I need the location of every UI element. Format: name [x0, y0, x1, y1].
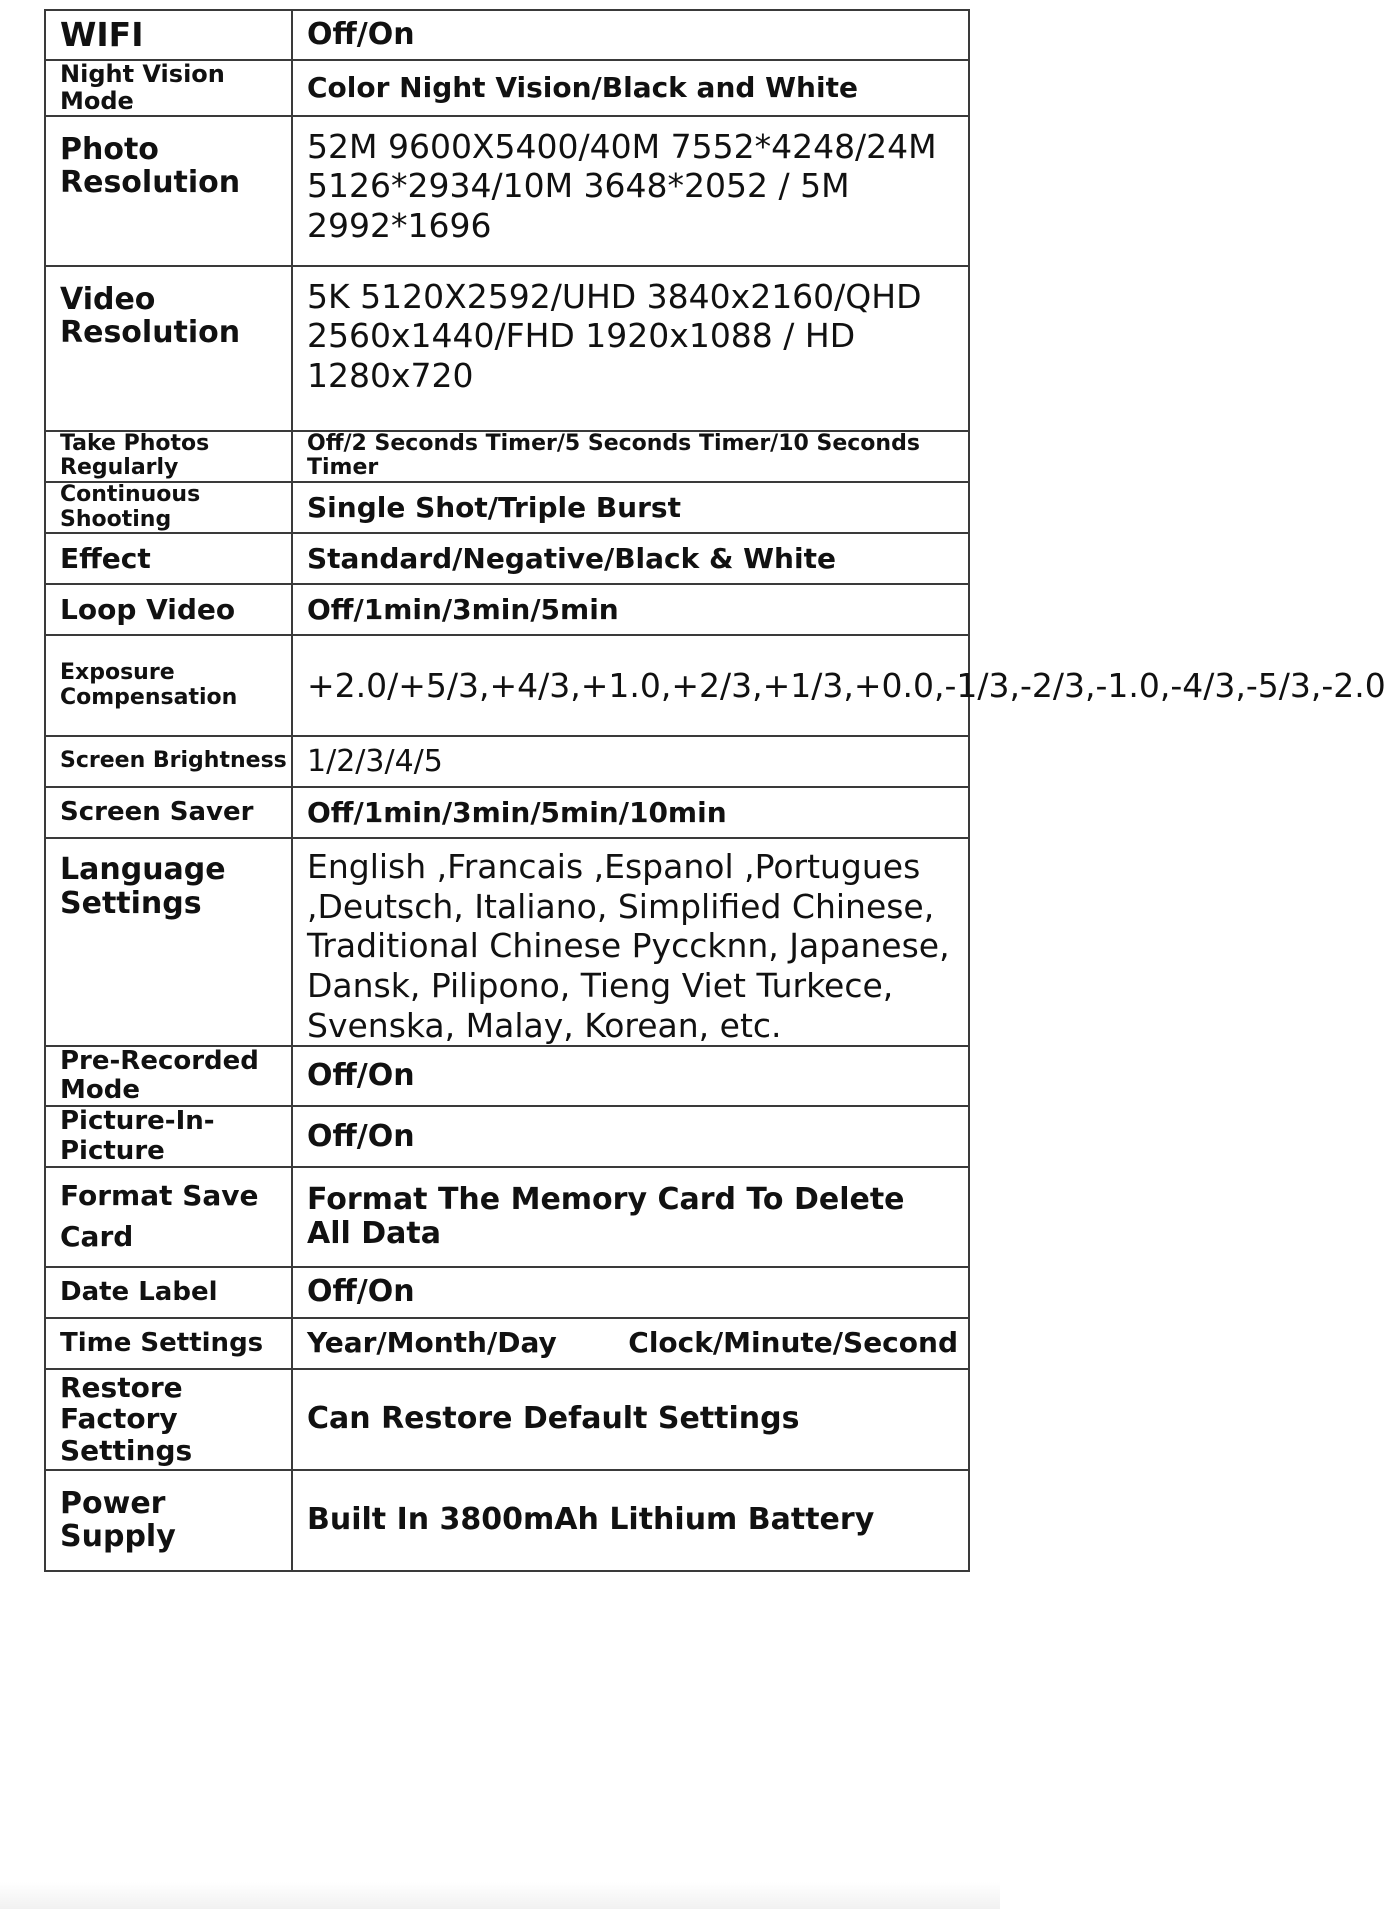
table-row — [45, 736, 969, 787]
row-value: Off/1min/3min/5min/10min — [292, 787, 969, 838]
table-row — [45, 482, 969, 533]
table-row — [45, 116, 969, 266]
row-label: Video Resolution — [45, 266, 292, 431]
row-label: Take Photos Regularly — [45, 431, 292, 482]
row-value: Color Night Vision/Black and White — [292, 60, 969, 116]
row-value: Single Shot/Triple Burst — [292, 482, 969, 533]
table-row — [45, 838, 969, 1046]
table-row — [45, 431, 969, 482]
row-label: Pre-Recorded Mode — [45, 1046, 292, 1106]
row-label: Picture-In-Picture — [45, 1106, 292, 1166]
row-value: +2.0/+5/3,+4/3,+1.0,+2/3,+1/3,+0.0,-1/3,-2/3,-1.0,-4/3,-5/3,-2.0 — [292, 635, 969, 736]
table-row — [45, 533, 969, 584]
table-row — [45, 1267, 969, 1318]
table-row — [45, 787, 969, 838]
table-row — [45, 10, 969, 60]
time-settings-values — [307, 1326, 958, 1360]
row-label: WIFI — [45, 10, 292, 60]
table-row — [45, 1106, 969, 1166]
row-label: Screen Saver — [45, 787, 292, 838]
row-label: Continuous Shooting — [45, 482, 292, 533]
row-label: Screen Brightness — [45, 736, 292, 787]
table-row — [45, 1318, 969, 1369]
row-value: Off/2 Seconds Timer/5 Seconds Timer/10 Seconds Timer — [292, 431, 969, 482]
row-label: Language Settings — [45, 838, 292, 1046]
row-value: Off/On — [292, 10, 969, 60]
table-row — [45, 1470, 969, 1571]
table-row — [45, 266, 969, 431]
row-value: Built In 3800mAh Lithium Battery — [292, 1470, 969, 1571]
row-label: Exposure Compensation — [45, 635, 292, 736]
row-value: Off/On — [292, 1267, 969, 1318]
table-row — [45, 1167, 969, 1267]
table-row — [45, 60, 969, 116]
table-row — [45, 1046, 969, 1106]
row-value: Can Restore Default Settings — [292, 1369, 969, 1470]
row-value: Off/On — [292, 1106, 969, 1166]
row-label: Effect — [45, 533, 292, 584]
row-value: Format The Memory Card To Delete All Data — [292, 1167, 969, 1267]
row-value: 52M 9600X5400/40M 7552*4248/24M 5126*2934/10M 3648*2052 / 5M 2992*1696 — [292, 116, 969, 266]
row-label: Restore Factory Settings — [45, 1369, 292, 1470]
table-row — [45, 1369, 969, 1470]
time-settings-date: Year/Month/Day — [307, 1326, 557, 1360]
row-label: Date Label — [45, 1267, 292, 1318]
bottom-edge — [0, 1882, 1000, 1909]
table-row — [45, 584, 969, 635]
row-label: Time Settings — [45, 1318, 292, 1369]
row-label: Power Supply — [45, 1470, 292, 1571]
row-value: 5K 5120X2592/UHD 3840x2160/QHD 2560x1440/FHD 1920x1088 / HD 1280x720 — [292, 266, 969, 431]
row-value: English ,Francais ,Espanol ,Portugues ,Deutsch, Italiano, Simplified Chinese, Traditional Chinese Pyccknn, Japanese, Dansk, Pilipono, Tieng Viet Turkece, Svenska, Malay, Korean, etc. — [292, 838, 969, 1046]
row-value: Off/1min/3min/5min — [292, 584, 969, 635]
row-value: Standard/Negative/Black & White — [292, 533, 969, 584]
row-value — [292, 1318, 969, 1369]
time-settings-time: Clock/Minute/Second — [628, 1326, 958, 1360]
spec-table — [44, 9, 1386, 1572]
table-row — [45, 635, 969, 736]
row-label: Format Save Card — [45, 1167, 292, 1267]
row-label: Loop Video — [45, 584, 292, 635]
row-value: Off/On — [292, 1046, 969, 1106]
row-label: Night Vision Mode — [45, 60, 292, 116]
row-value: 1/2/3/4/5 — [292, 736, 969, 787]
row-label: Photo Resolution — [45, 116, 292, 266]
